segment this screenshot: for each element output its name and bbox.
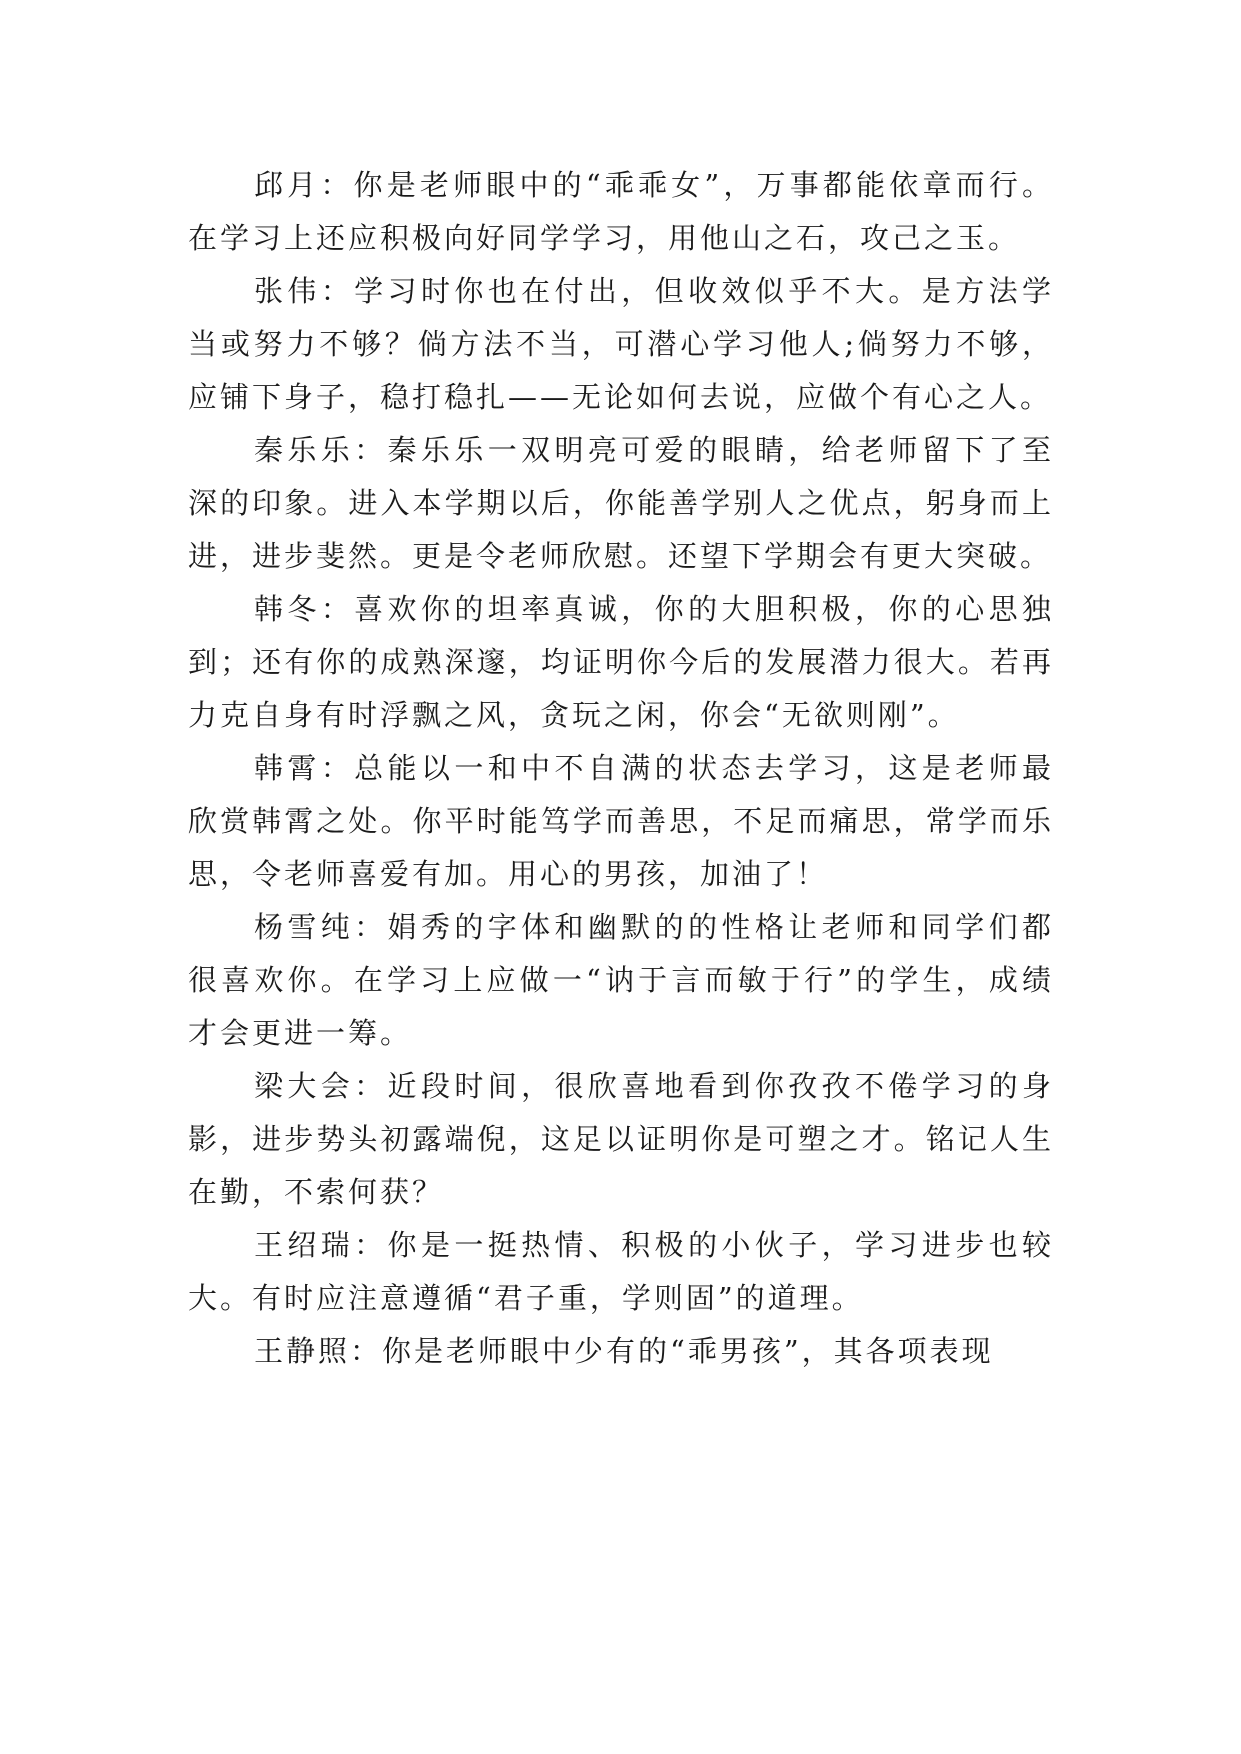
comment-text: ：你是一挺热情、积极的小伙子，学习进步也较大。有时应注意遵循“君子重，学则固”的道理。 (188, 1228, 1054, 1315)
comment-paragraph (188, 1060, 1054, 1219)
comment-text: ：近段时间，很欣喜地看到你孜孜不倦学习的身影，进步势头初露端倪，这足以证明你是可塑之才。铭记人生在勤，不索何获？ (188, 1069, 1054, 1209)
student-name: 王绍瑞 (254, 1228, 355, 1262)
comment-paragraph (188, 583, 1054, 742)
comment-text: ：你是老师眼中少有的“乖男孩”，其各项表现 (350, 1334, 994, 1368)
student-name: 杨雪纯 (254, 910, 355, 944)
student-name: 韩霄 (254, 751, 321, 785)
comment-text: ：娟秀的字体和幽默的的性格让老师和同学们都很喜欢你。在学习上应做一“讷于言而敏于行”的学生，成绩才会更进一筹。 (188, 910, 1054, 1050)
student-name: 王静照 (254, 1334, 351, 1368)
comment-paragraph (188, 1325, 1054, 1378)
comment-text: ：秦乐乐一双明亮可爱的眼睛，给老师留下了至深的印象。进入本学期以后，你能善学别人之优点，躬身而上进，进步斐然。更是令老师欣慰。还望下学期会有更大突破。 (188, 433, 1054, 573)
comment-paragraph (188, 424, 1054, 583)
comment-paragraph (188, 159, 1054, 265)
student-name: 张伟 (254, 274, 321, 308)
student-name: 梁大会 (254, 1069, 355, 1103)
comment-paragraph (188, 742, 1054, 901)
comment-paragraph (188, 265, 1054, 424)
student-name: 秦乐乐 (254, 433, 355, 467)
comment-text: ：学习时你也在付出，但收效似乎不大。是方法学当或努力不够？倘方法不当，可潜心学习他人;倘努力不够，应铺下身子，稳打稳扎——无论如何去说，应做个有心之人。 (188, 274, 1054, 414)
comment-text: ：你是老师眼中的“乖乖女”，万事都能依章而行。在学习上还应积极向好同学学习，用他山之石，攻己之玉。 (188, 168, 1054, 255)
comments-body (188, 159, 1054, 1378)
comment-text: ：总能以一和中不自满的状态去学习，这是老师最欣赏韩霄之处。你平时能笃学而善思，不足而痛思，常学而乐思，令老师喜爱有加。用心的男孩，加油了！ (188, 751, 1054, 891)
student-name: 邱月 (254, 168, 321, 202)
comment-paragraph (188, 1219, 1054, 1325)
student-name: 韩冬 (254, 592, 321, 626)
comment-text: ：喜欢你的坦率真诚，你的大胆积极，你的心思独到；还有你的成熟深邃，均证明你今后的发展潜力很大。若再力克自身有时浮飘之风，贪玩之闲，你会“无欲则刚”。 (188, 592, 1054, 732)
comment-paragraph (188, 901, 1054, 1060)
